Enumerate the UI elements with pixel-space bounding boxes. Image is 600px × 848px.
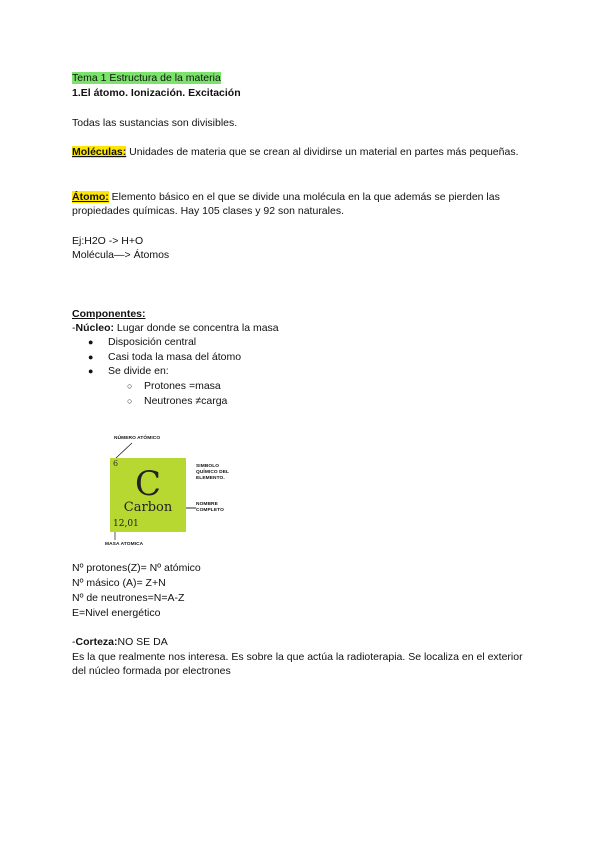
bullet-dot-icon: ● xyxy=(88,337,94,347)
topic-title: Tema 1 Estructura de la materia xyxy=(72,72,221,84)
list-item: ○ Protones =masa xyxy=(127,380,221,392)
carbon-element-figure xyxy=(90,436,250,556)
corteza-line: -Corteza:NO SE DA xyxy=(72,636,168,648)
bullet-circle-icon: ○ xyxy=(127,381,133,391)
nucleo-line: -Núcleo: Lugar donde se concentra la masa xyxy=(72,322,279,334)
atomic-number: 6 xyxy=(113,459,119,468)
bullet-circle-icon: ○ xyxy=(127,395,133,406)
section-heading: 1.El átomo. Ionización. Excitación xyxy=(72,87,241,99)
formula-line-1: Nº protones(Z)= Nº atómico xyxy=(72,562,201,574)
nucleo-term: Núcleo: xyxy=(75,322,115,334)
componentes-heading: Componentes: xyxy=(72,308,146,320)
moleculas-definition xyxy=(72,145,532,159)
atomo-text: Elemento básico en el que se divide una molécula en la que además se pierden las propiedades químicas. Hay 105 clases y 92 son naturales. xyxy=(72,191,500,217)
example-line-1: Ej:H2O -> H+O xyxy=(72,235,144,247)
atomo-definition xyxy=(72,190,532,218)
symbol-label: SIMBOLO QUÍMICO DEL ELEMENTO. xyxy=(196,464,229,481)
mass-label: MASA ATOMICA xyxy=(105,542,144,547)
list-item: ● Casi toda la masa del átomo xyxy=(88,350,242,363)
list-item: ● Disposición central xyxy=(88,336,197,348)
corteza-text: NO SE DA xyxy=(117,636,168,648)
element-symbol: C xyxy=(134,464,161,504)
example-line-2: Molécula—> Átomos xyxy=(72,249,170,261)
carbon-tile xyxy=(110,458,186,532)
formula-line-2: Nº másico (A)= Z+N xyxy=(72,577,166,589)
bullet-dot-icon: ● xyxy=(88,366,94,376)
atomo-term: Átomo: xyxy=(72,191,109,203)
name-label: NOMBRE COMPLETO xyxy=(196,502,224,513)
list-item: ● Se divide en: xyxy=(88,365,169,377)
corteza-description: Es la que realmente nos interesa. Es sobre la que actúa la radioterapia. Se localiza en el exterior del núcleo formada por electrones xyxy=(72,651,523,677)
atomic-mass: 12,01 xyxy=(113,519,139,529)
nucleo-bullet-list xyxy=(88,335,242,379)
moleculas-text: Unidades de materia que se crean al dividirse un material en partes más pequeñas. xyxy=(126,146,519,158)
list-item: ○ Neutrones ≠carga xyxy=(127,394,228,407)
corteza-term: Corteza: xyxy=(75,636,118,648)
formula-line-4: E=Nivel energético xyxy=(72,607,161,619)
moleculas-term: Moléculas: xyxy=(72,146,127,158)
nucleo-text: Lugar donde se concentra la masa xyxy=(114,322,279,334)
intro-paragraph: Todas las sustancias son divisibles. xyxy=(72,117,238,129)
bullet-dot-icon: ● xyxy=(88,351,94,362)
atomic-number-label: NÚMERO ATÓMICO xyxy=(114,436,161,441)
nucleo-sub-bullet-list xyxy=(127,379,228,408)
element-name: Carbon xyxy=(123,500,173,515)
formula-line-3: Nº de neutrones=N=A-Z xyxy=(72,592,185,604)
